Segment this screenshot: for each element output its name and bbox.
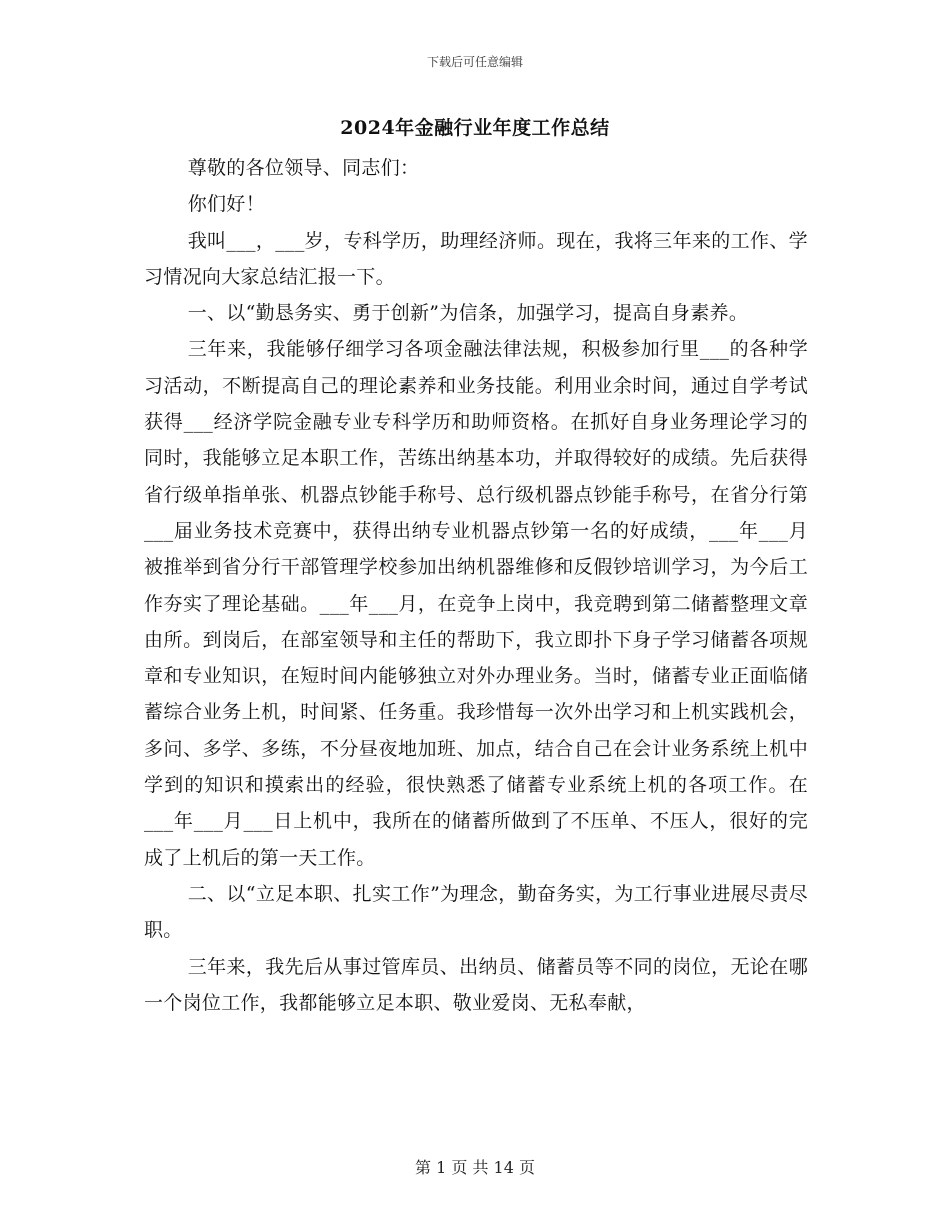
header-note: 下载后可任意编辑 — [426, 55, 523, 69]
paragraph-heading-1: 一、以“勤恳务实、勇于创新”为信条，加强学习，提高自身素养。 — [187, 302, 749, 325]
paragraph-heading-2: 二、以“立足本职、扎实工作”为理念，勤奋务实，为工行事业进展尽责尽职。 — [144, 882, 808, 942]
document-title: 2024年金融行业年度工作总结 — [340, 117, 610, 139]
paragraph-intro: 我叫___，___岁，专科学历，助理经济师。现在，我将三年来的工作、学习情况向大家总结汇报一下。 — [144, 229, 808, 288]
paragraph-body-2: 三年来，我先后从事过管库员、出纳员、储蓄员等不同的岗位，无论在哪一个岗位工作，我都能够立足本职、敬业爱岗、无私奉献， — [144, 955, 808, 1014]
paragraph-greeting: 你们好！ — [187, 193, 265, 216]
page-footer: 第 1 页 共 14 页 — [415, 1158, 535, 1177]
paragraph-salutation: 尊敬的各位领导、同志们： — [187, 157, 420, 179]
document-body — [144, 150, 808, 1021]
paragraph-body-1: 三年来，我能够仔细学习各项金融法律法规，积极参加行里___的各种学习活动，不断提高自己的理论素养和业务技能。利用业余时间，通过自学考试获得___经济学院金融专业专科学历和助师资格。在抓好自身业务理论学习的同时，我能够立足本职工作，苦练出纳基本功，并取得较好的成绩。先后获得省行级单指单张、机器点钞能手称号、总行级机器点钞能手称号，在省分行第___届业务技术竞赛中，获得出纳专业机器点钞第一名的好成绩，___年___月被推举到省分行干部管理学校参加出纳机器维修和反假钞培训学习，为今后工作夯实了理论基础。___年___月，在竞争上岗中，我竞聘到第二储蓄整理文章由所。到岗后，在部室领导和主任的帮助下，我立即扑下身子学习储蓄各项规章和专业知识，在短时间内能够独立对外办理业务。当时，储蓄专业正面临储蓄综合业务上机，时间紧、任务重。我珍惜每一次外出学习和上机实践机会，多问、多学、多练，不分昼夜地加班、加点，结合自己在会计业务系统上机中学到的知识和摸索出的经验，很快熟悉了储蓄专业系统上机的各项工作。在___年___月___日上机中，我所在的储蓄所做到了不压单、不压人，很好的完成了上机后的第一天工作。 — [144, 338, 808, 869]
